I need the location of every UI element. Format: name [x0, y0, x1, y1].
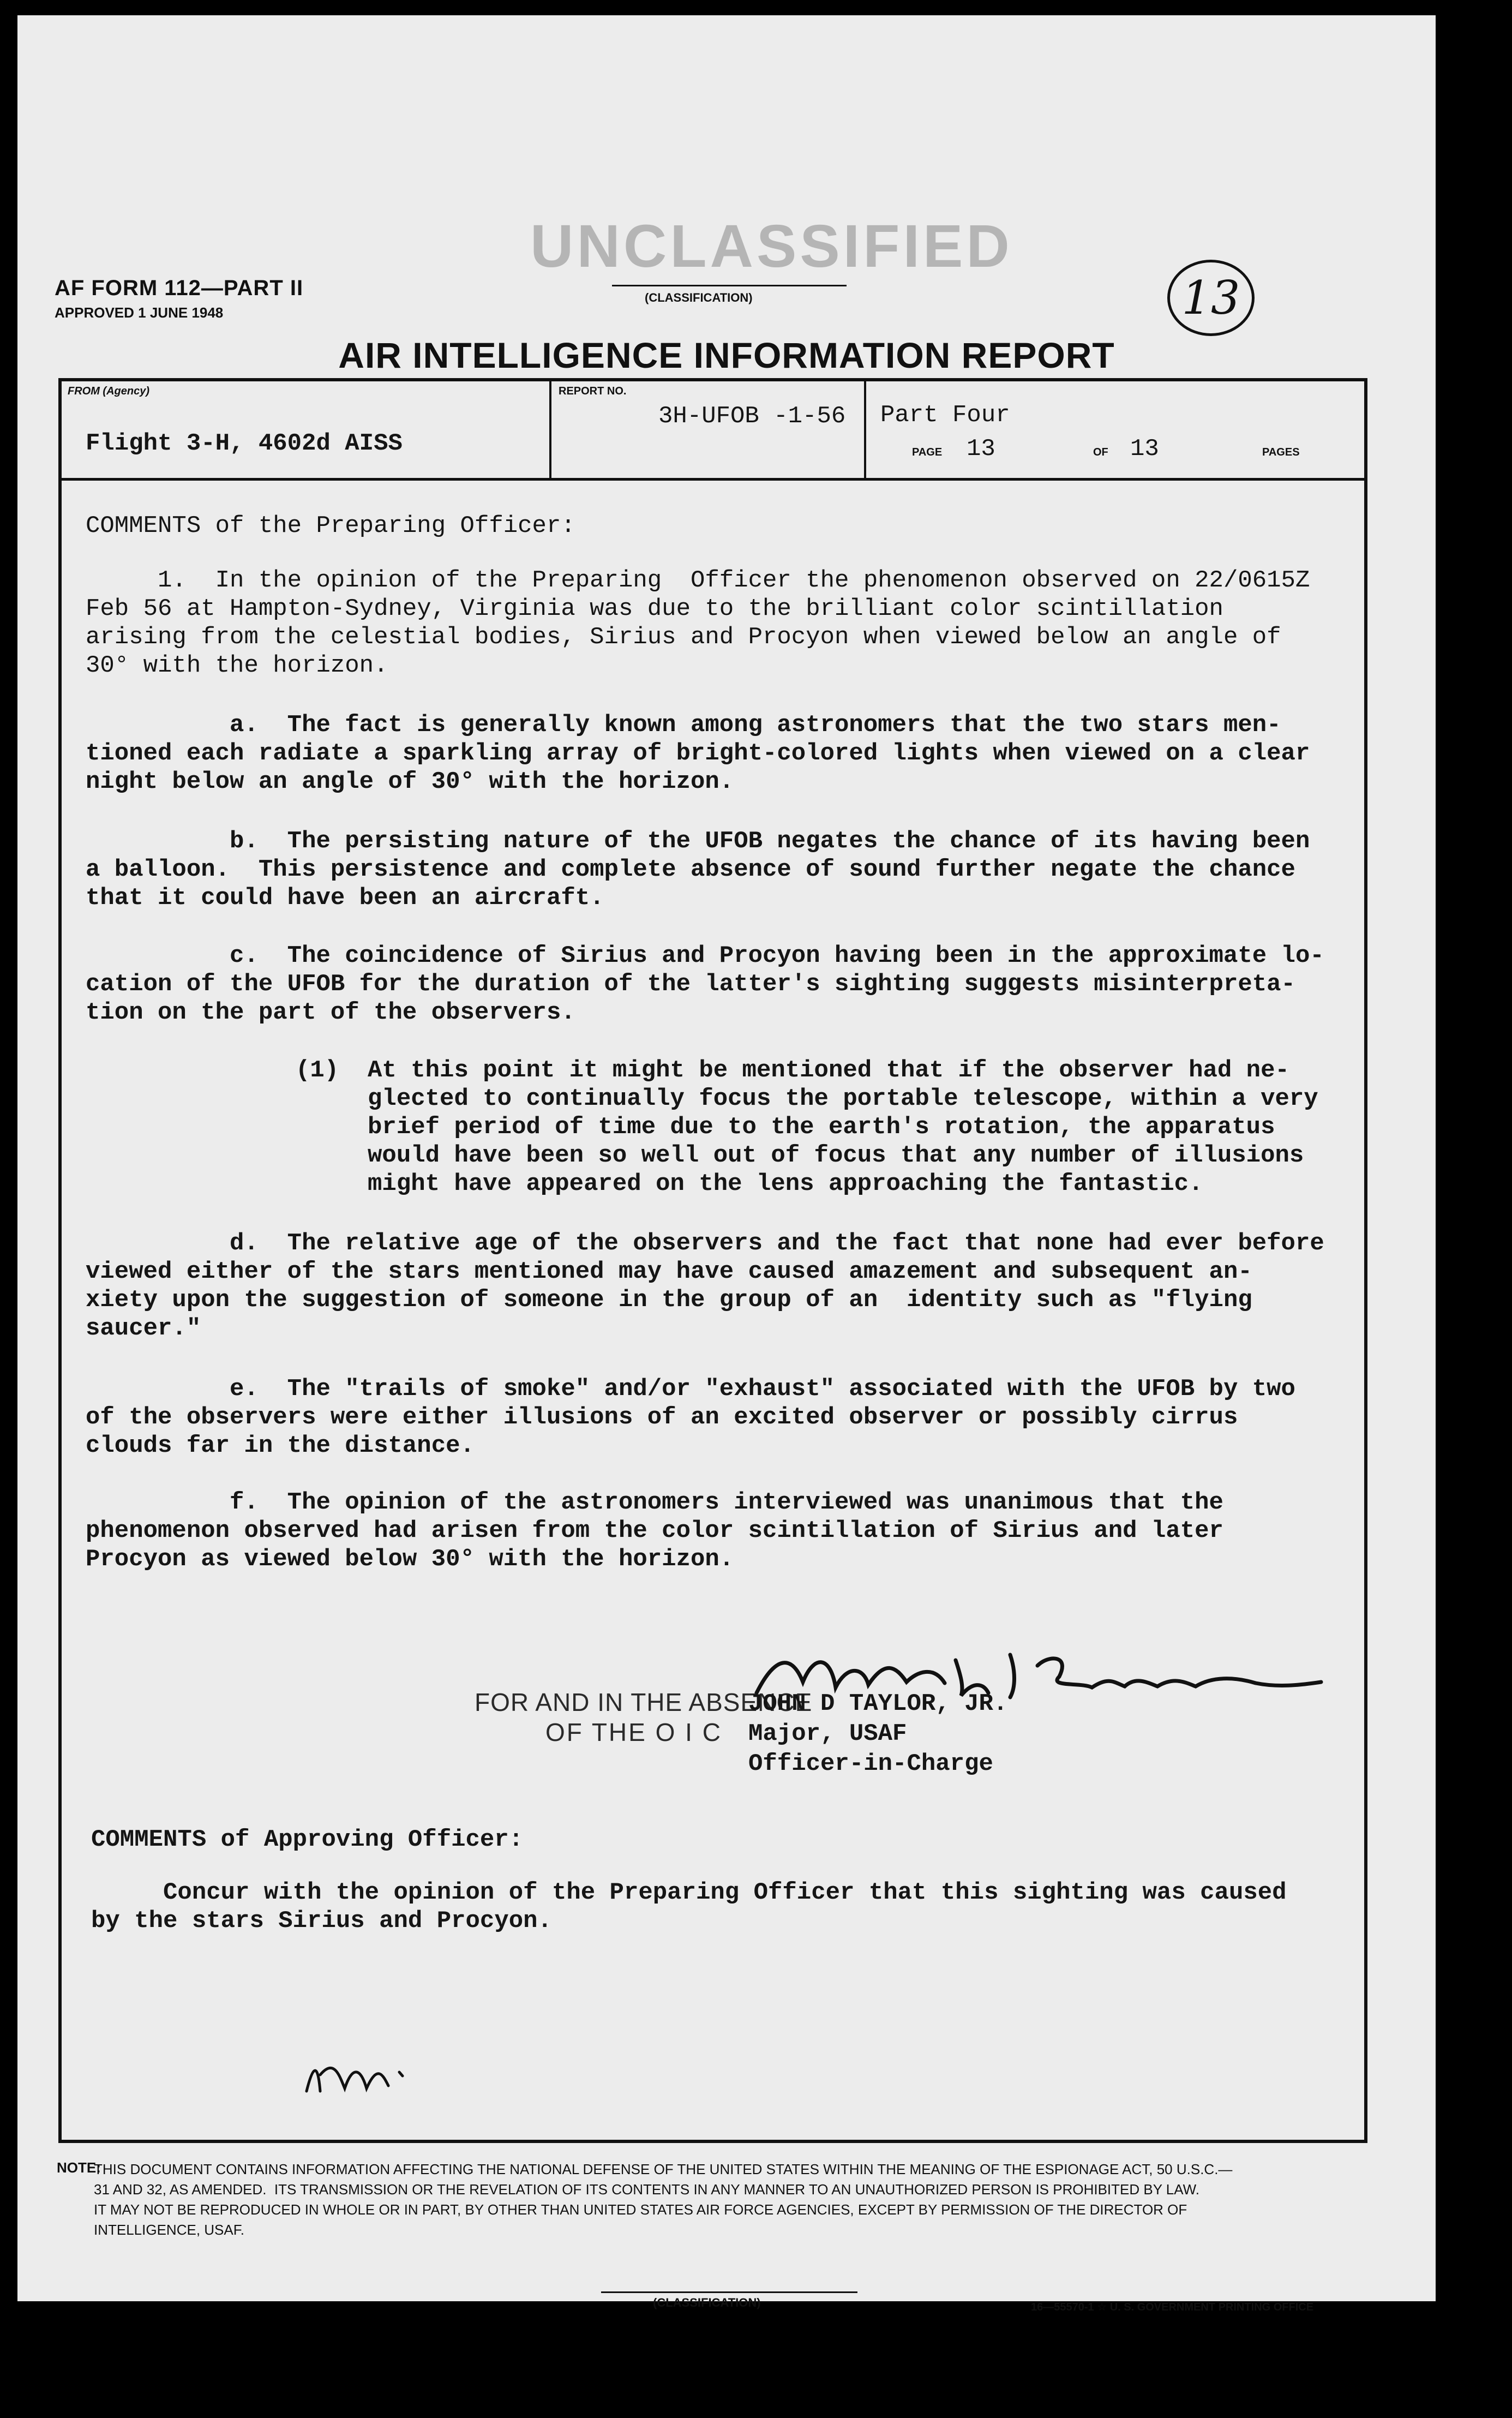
of-label: OF	[1093, 446, 1108, 458]
report-no-value: 3H-UFOB -1-56	[658, 403, 846, 430]
signer-rank: Major, USAF	[748, 1720, 907, 1747]
absence-stamp-line2: OF THE O I C	[545, 1718, 722, 1746]
preparing-heading: COMMENTS of the Preparing Officer:	[86, 512, 575, 540]
document-page	[17, 15, 1436, 2313]
classification-stamp: UNCLASSIFIED	[530, 213, 1013, 280]
paragraph-c: c. The coincidence of Sirius and Procyon having been in the approximate lo- cation of the UFOB for the duration of the latter's sighting suggests misinterpreta- tion on the part of the observers.	[86, 942, 1324, 1026]
header-col-divider-2	[864, 380, 866, 479]
classification-label-top: (CLASSIFICATION)	[645, 291, 753, 304]
approving-heading: COMMENTS of Approving Officer:	[91, 1826, 524, 1853]
paragraph-a: a. The fact is generally known among astronomers that the two stars men- tioned each radiate a sparkling array of bright-colored lights when viewed on a clear night below an angle of 30° with the horizon.	[86, 711, 1310, 795]
classification-line-bottom	[601, 2291, 857, 2293]
printer-code: 16—55570-1 ☆ U. S. GOVERNMENT PRINTING OFFICE	[1031, 2301, 1314, 2313]
pages-label: PAGES	[1262, 446, 1300, 458]
handwritten-initials	[301, 2042, 421, 2102]
header-col-divider-1	[549, 380, 551, 479]
paragraph-1: 1. In the opinion of the Preparing Officer the phenomenon observed on 22/0615Z Feb 56 at Hampton-Sydney, Virginia was due to the brilliant color scintillation arising from the celestial bodies, Sirius and Procyon when viewed below an angle of 30° with the horizon.	[86, 567, 1310, 679]
paragraph-d: d. The relative age of the observers and the fact that none had ever before viewed either of the stars mentioned may have caused amazement and subsequent an- xiety upon the suggestion of someone in the group of an identity such as "flying saucer."	[86, 1230, 1324, 1342]
classification-line-top	[612, 285, 847, 286]
paragraph-c1: (1) At this point it might be mentioned that if the observer had ne- glected to continually focus the portable telescope, within a very brief period of time due to the earth's rotation, the apparatus would have been so well out of focus that any number of illusions might have appeared on the lens approaching the fantastic.	[296, 1057, 1318, 1198]
report-no-label: REPORT NO.	[559, 385, 627, 397]
report-title: AIR INTELLIGENCE INFORMATION REPORT	[338, 335, 1115, 375]
note-label: NOTE:	[57, 2159, 101, 2176]
page-label: PAGE	[912, 446, 943, 458]
paragraph-e: e. The "trails of smoke" and/or "exhaust" associated with the UFOB by two of the observers were either illusions of an excited observer or possibly cirrus clouds far in the distance.	[86, 1375, 1295, 1459]
form-id: AF FORM 112—PART II	[55, 276, 304, 300]
part-number: Part Four	[880, 402, 1010, 429]
paragraph-b: b. The persisting nature of the UFOB negates the chance of its having been a balloon. This persistence and complete absence of sound further negate the chance that it could have been an aircraft.	[86, 828, 1310, 912]
classification-label-bottom: (CLASSIFICATION)	[653, 2296, 761, 2309]
header-row-divider	[58, 478, 1367, 481]
security-note: THIS DOCUMENT CONTAINS INFORMATION AFFECTING THE NATIONAL DEFENSE OF THE UNITED STATES WITHIN THE MEANING OF THE ESPIONAGE ACT, 50 U.S.C.— 31 AND 32, AS AMENDED. ITS TRANSMISSION OR THE REVELATION OF ITS CONTENTS IN ANY MANNER TO AN UNAUTHORIZED PERSON IS PROHIBITED BY LAW. IT MAY NOT BE REPRODUCED IN WHOLE OR IN PART, BY OTHER THAN UNITED STATES AIR FORCE AGENCIES, EXCEPT BY PERMISSION OF THE DIRECTOR OF INTELLIGENCE, USAF.	[94, 2161, 1233, 2238]
signer-title: Officer-in-Charge	[748, 1750, 993, 1777]
from-label: FROM (Agency)	[68, 385, 149, 397]
of-value: 13	[1130, 435, 1159, 463]
circled-page-number: 13	[1167, 260, 1255, 336]
signer-name: JOHN D TAYLOR, JR.	[748, 1690, 1008, 1717]
page-value: 13	[967, 435, 995, 463]
approving-text: Concur with the opinion of the Preparing Officer that this sighting was caused by the stars Sirius and Procyon.	[91, 1879, 1287, 1935]
paragraph-f: f. The opinion of the astronomers interviewed was unanimous that the phenomenon observed had arisen from the color scintillation of Sirius and later Procyon as viewed below 30° with the horizon.	[86, 1489, 1223, 1573]
approved-date: APPROVED 1 JUNE 1948	[55, 304, 224, 321]
from-value: Flight 3-H, 4602d AISS	[86, 430, 403, 457]
absence-stamp-line1: FOR AND IN THE ABSENCE	[475, 1688, 813, 1716]
